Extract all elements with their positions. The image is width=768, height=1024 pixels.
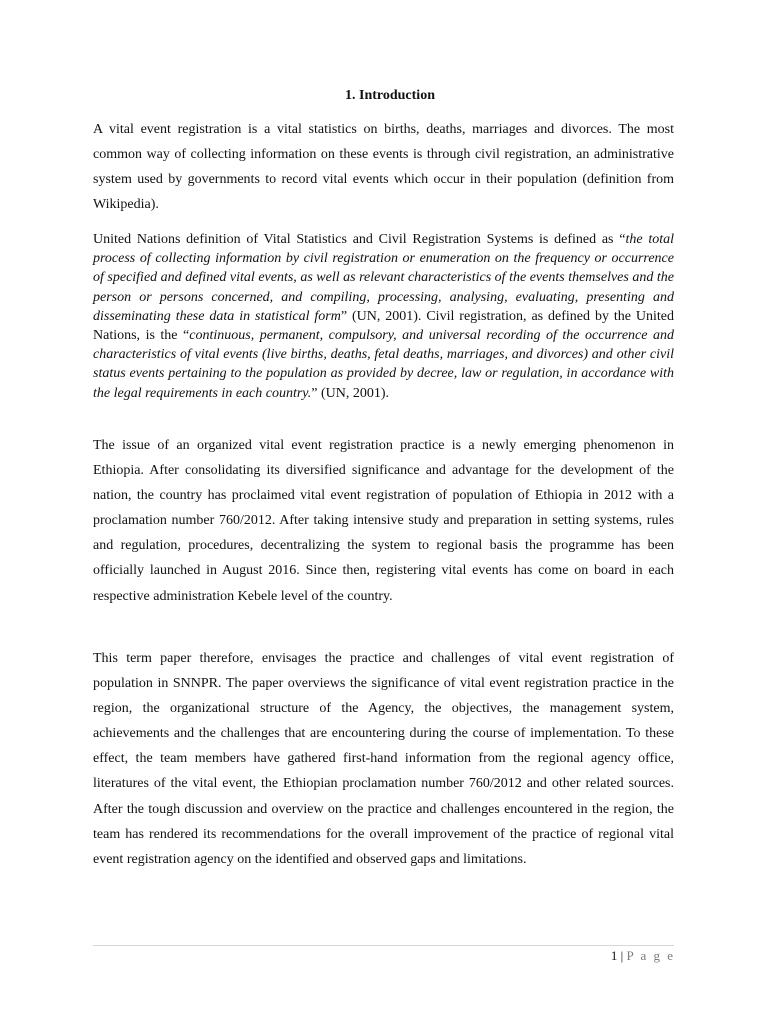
footer-divider	[93, 945, 674, 946]
page-footer	[611, 948, 675, 964]
paragraph-2	[93, 230, 674, 403]
section-heading: 1. Introduction	[345, 88, 435, 103]
paragraph-2-un-quote-2: continuous, permanent, compulsory, and universal recording of the occurrence and characteristics of vital events (live births, deaths, fetal deaths, marriages, and divorces) and other civil status events pertaining to the population as provided by decree, law or regulation, in accordance with the legal requirements in each country.	[93, 328, 674, 401]
paragraph-4	[93, 646, 674, 872]
paragraph-3-text: The issue of an organized vital event registration practice is a newly emerging phenomenon in Ethiopia. After consolidating its diversified significance and advantage for the development of the nation, the country has proclaimed vital event registration of population of Ethiopia in 2012 with a proclamation number 760/2012. After taking intensive study and preparation in setting systems, rules and regulation, procedures, decentralizing the system to regional basis the programme has been officially launched in August 2016. Since then, registering vital events has come on board in each respective administration Kebele level of the country.	[93, 438, 674, 604]
paragraph-2-un-quote-1: the total process of collecting information by civil registration or enumeration on the frequency or occurrence of specified and defined vital events, as well as relevant characteristics of the events themselves and the person or persons concerned, and compiling, processing, analysing, evaluating, presenting and disseminating these data in statistical form	[93, 232, 675, 324]
paragraph-2-text-c: ” (UN, 2001).	[311, 385, 390, 401]
paragraph-1-text: A vital event registration is a vital statistics on births, deaths, marriages and divorces. The most common way of collecting information on these events is through civil registration, an administrative system used by governments to record vital events which occur in their population (definition from Wikipedia).	[93, 122, 674, 213]
page-separator: |	[620, 948, 624, 963]
page-number: 1	[610, 948, 618, 963]
paragraph-2-text-a: United Nations definition of Vital Statistics and Civil Registration Systems is defined as “	[93, 232, 626, 247]
paragraph-1	[93, 117, 674, 217]
paragraph-3	[93, 433, 674, 609]
page-word: P a g e	[626, 948, 675, 963]
paragraph-2-text-b: ” (UN, 2001). Civil registration, as defined by the United Nations, is the “	[93, 308, 674, 344]
paragraph-4-text: This term paper therefore, envisages the practice and challenges of vital event registration of population in SNNPR. The paper overviews the significance of vital event registration practice in the region, the organizational structure of the Agency, the objectives, the management system, achievements and the challenges that are encountering during the course of implementation. To these effect, the team members have gathered first-hand information from the regional agency office, literatures of the vital event, the Ethiopian proclamation number 760/2012 and other related sources. After the tough discussion and overview on the practice and challenges encountered in the region, the team has rendered its recommendations for the overall improvement of the practice of regional vital event registration agency on the identified and observed gaps and limitations.	[93, 651, 674, 867]
